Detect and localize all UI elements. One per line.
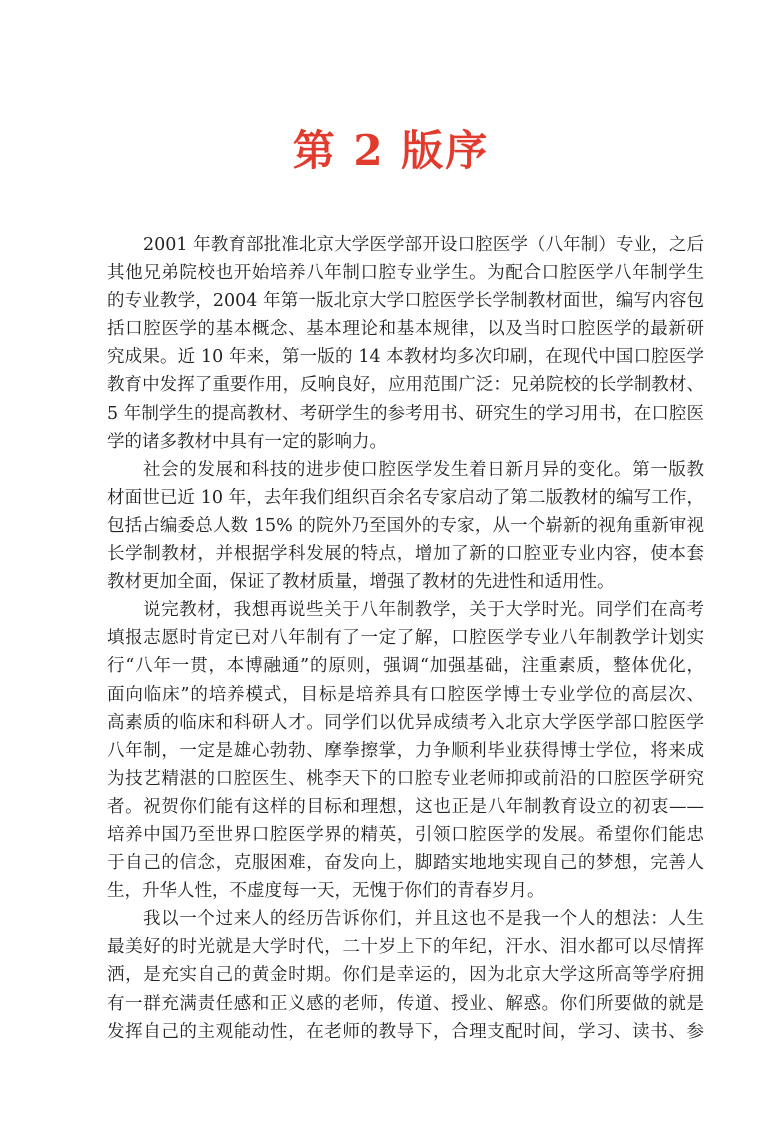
text-line: 的专业教学，2004 年第一版北京大学口腔医学长学制教材面世，编写内容包	[107, 291, 704, 312]
paragraph	[107, 905, 704, 1045]
text-line: 括口腔医学的基本概念、基本理论和基本规律，以及当时口腔医学的最新研	[107, 319, 704, 340]
text-line: 5 年制学生的提高教材、考研学生的参考用书、研究生的学习用书，在口腔医	[107, 403, 704, 424]
text-line: 包括占编委总人数 15% 的院外乃至国外的专家，从一个崭新的视角重新审视	[107, 515, 704, 536]
paragraph	[107, 231, 704, 456]
text-line: 培养中国乃至世界口腔医学界的精英，引领口腔医学的发展。希望你们能忠	[107, 824, 704, 845]
page-title: 第 2 版序	[292, 126, 490, 175]
text-line: 材面世已近 10 年，去年我们组织百余名专家启动了第二版教材的编写工作，	[107, 487, 704, 508]
text-line: 长学制教材，并根据学科发展的特点，增加了新的口腔亚专业内容，使本套	[107, 544, 704, 565]
text-line: 其他兄弟院校也开始培养八年制口腔专业学生。为配合口腔医学八年制学生	[107, 263, 704, 284]
paragraph	[107, 596, 704, 905]
text-line: 八年制，一定是雄心勃勃、摩拳擦掌，力争顺利毕业获得博士学位，将来成	[107, 740, 704, 761]
text-line: 行“八年一贯，本博融通”的原则，强调“加强基础，注重素质，整体优化，	[107, 656, 704, 677]
text-line: 为技艺精湛的口腔医生、桃李天下的口腔专业老师抑或前沿的口腔医学研究	[107, 768, 704, 789]
text-line: 我以一个过来人的经历告诉你们，并且这也不是我一个人的想法：人生	[143, 909, 704, 930]
paragraph	[107, 456, 704, 596]
text-line: 于自己的信念，克服困难，奋发向上，脚踏实地地实现自己的梦想，完善人	[107, 853, 704, 874]
text-line: 填报志愿时肯定已对八年制有了一定了解，口腔医学专业八年制教学计划实	[107, 628, 704, 649]
text-line: 者。祝贺你们能有这样的目标和理想，这也正是八年制教育设立的初衷——	[107, 796, 704, 817]
text-line: 说完教材，我想再说些关于八年制教学，关于大学时光。同学们在高考	[143, 600, 704, 621]
text-line: 洒，是充实自己的黄金时期。你们是幸运的，因为北京大学这所高等学府拥	[107, 965, 704, 986]
preface-body	[107, 231, 704, 1046]
text-line: 学的诸多教材中具有一定的影响力。	[107, 431, 387, 452]
text-line: 面向临床”的培养模式，目标是培养具有口腔医学博士专业学位的高层次、	[107, 684, 704, 705]
text-line: 教材更加全面，保证了教材质量，增强了教材的先进性和适用性。	[107, 572, 615, 593]
text-line: 教育中发挥了重要作用，反响良好，应用范围广泛：兄弟院校的长学制教材、	[107, 375, 704, 396]
text-line: 社会的发展和科技的进步使口腔医学发生着日新月异的变化。第一版教	[143, 459, 704, 480]
text-line: 最美好的时光就是大学时代，二十岁上下的年纪，汗水、泪水都可以尽情挥	[107, 937, 704, 958]
text-line: 高素质的临床和科研人才。同学们以优异成绩考入北京大学医学部口腔医学	[107, 712, 704, 733]
text-line: 有一群充满责任感和正义感的老师，传道、授业、解惑。你们所要做的就是	[107, 993, 704, 1014]
text-line: 发挥自己的主观能动性，在老师的教导下，合理支配时间，学习、读书、参	[107, 1021, 704, 1042]
text-line: 究成果。近 10 年来，第一版的 14 本教材均多次印刷，在现代中国口腔医学	[107, 347, 704, 368]
text-line: 2001 年教育部批准北京大学医学部开设口腔医学（八年制）专业，之后	[143, 235, 704, 255]
text-line: 生，升华人性，不虚度每一天，无愧于你们的青春岁月。	[107, 881, 545, 902]
